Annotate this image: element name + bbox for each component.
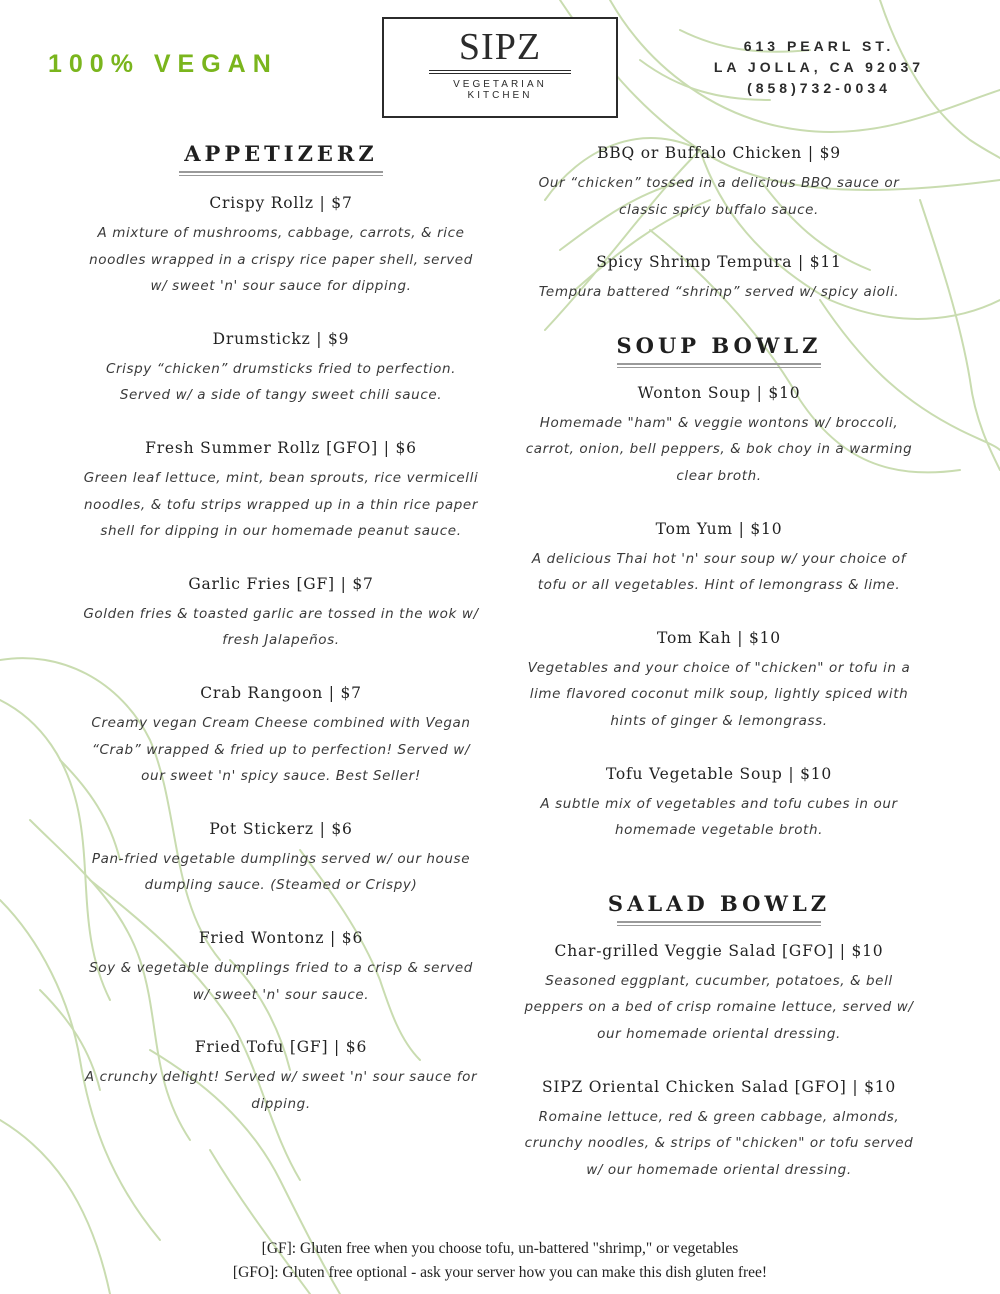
menu-item-description: A delicious Thai hot 'n' sour soup w/ your choice of tofu or all vegetables. Hint of lemongrass & lime. (531, 550, 907, 594)
menu-item (80, 328, 482, 409)
menu-item-title: Tom Yum | $10 (655, 519, 783, 538)
menu-item (80, 818, 482, 899)
menu-item-description: Our “chicken” tossed in a delicious BBQ sauce or classic spicy buffalo sauce. (538, 175, 900, 218)
logo (382, 17, 618, 118)
menu-item-description: Crispy “chicken” drumsticks fried to perfection. Served w/ a side of tangy sweet chili sauce. (105, 360, 457, 404)
logo-name: SIPZ (458, 26, 542, 68)
phone-number: (858)732-0034 (747, 80, 891, 96)
menu-item (520, 518, 918, 599)
menu-item-description: A crunchy delight! Served w/ sweet 'n' sour sauce for dipping. (84, 1069, 478, 1112)
dietary-footnotes (0, 1237, 1000, 1285)
menu-item-title: SIPZ Oriental Chicken Salad [GFO] | $10 (541, 1077, 897, 1096)
section-divider (617, 363, 821, 368)
logo-subtitle: VEGETARIAN KITCHEN (453, 79, 547, 101)
menu-item (80, 1036, 482, 1117)
menu-item-title: Wonton Soup | $10 (637, 383, 801, 402)
gf-footnote: [GF]: Gluten free when you choose tofu, un-battered "shrimp," or vegetables (261, 1240, 739, 1257)
menu-item-description: A mixture of mushrooms, cabbage, carrots, & rice noodles wrapped in a crispy rice paper shell, served w/ sweet 'n' sour sauce for dipping. (89, 225, 473, 295)
menu-item-title: Crispy Rollz | $7 (209, 194, 353, 212)
menu-item-description: Creamy vegan Cream Cheese combined with Vegan “Crab” wrapped & fried up to perfection! Served w/ our sweet 'n' spicy sauce. Best Seller! (91, 714, 471, 785)
menu-item-description: Tempura battered “shrimp” served w/ spicy aioli. (538, 284, 900, 301)
menu-item-description: Soy & vegetable dumplings fried to a crisp & served w/ sweet 'n' sour sauce. (89, 959, 473, 1003)
menu-item (520, 940, 918, 1048)
menu-item-title: Drumstickz | $9 (212, 329, 350, 348)
menu-item-description: Vegetables and your choice of "chicken" or tofu in a lime flavored coconut milk soup, lightly spiced with hints of ginger & lemongrass. (527, 659, 911, 729)
section-title-salads: SALAD BOWLZ (607, 890, 831, 916)
menu-item-title: Pot Stickerz | $6 (209, 819, 353, 838)
menu-item-description: Pan-fried vegetable dumplings served w/ our house dumpling sauce. (Steamed or Crispy) (91, 850, 471, 894)
section-divider (617, 921, 821, 926)
menu-item-title: Fried Wontonz | $6 (198, 928, 364, 947)
menu-item (80, 573, 482, 654)
menu-item-description: Homemade "ham" & veggie wontons w/ broccoli, carrot, onion, bell peppers, & bok choy in a warming clear broth. (525, 414, 913, 484)
menu-item-description: Golden fries & toasted garlic are tossed in the wok w/ fresh Jalapeños. (83, 605, 479, 649)
menu-item-title: BBQ or Buffalo Chicken | $9 (597, 144, 841, 162)
menu-item-description: A subtle mix of vegetables and tofu cubes in our homemade vegetable broth. (540, 795, 898, 839)
section-title-soups: SOUP BOWLZ (616, 332, 822, 358)
menu-item (520, 251, 918, 306)
menu-item-title: Fried Tofu [GF] | $6 (194, 1038, 368, 1057)
menu-item (80, 682, 482, 790)
menu-item-title: Tom Kah | $10 (657, 628, 781, 647)
menu-item (80, 927, 482, 1008)
menu-item (520, 1076, 918, 1184)
section-title-appetizers: APPETIZERZ (184, 141, 378, 166)
menu-item (520, 763, 918, 844)
menu-item (520, 382, 918, 490)
menu-item (520, 627, 918, 735)
menu-item-title: Garlic Fries [GF] | $7 (188, 574, 374, 593)
right-column (520, 142, 918, 1183)
gfo-footnote: [GFO]: Gluten free optional - ask your server how you can make this dish gluten free! (232, 1264, 768, 1281)
menu-item-title: Fresh Summer Rollz [GFO] | $6 (145, 438, 417, 457)
address-block (680, 36, 958, 99)
menu-item (520, 142, 918, 223)
address-street: 613 PEARL ST. (743, 38, 895, 54)
left-column (80, 140, 482, 1117)
menu-item-title: Tofu Vegetable Soup | $10 (605, 764, 833, 783)
menu-item-description: Romaine lettuce, red & green cabbage, almonds, crunchy noodles, & strips of "chicken" or tofu served w/ our homemade oriental dressing. (524, 1108, 914, 1178)
menu-item-title: Char-grilled Veggie Salad [GFO] | $10 (554, 941, 884, 960)
menu-item-title: Spicy Shrimp Tempura | $11 (596, 253, 842, 272)
section-divider (179, 171, 383, 176)
logo-divider (429, 70, 571, 74)
menu-item-description: Green leaf lettuce, mint, bean sprouts, rice vermicelli noodles, & tofu strips wrapped up in a thin rice paper shell for dipping in our homemade peanut sauce. (83, 469, 479, 540)
address-city: LA JOLLA, CA 92037 (713, 59, 925, 75)
menu-item (80, 192, 482, 300)
menu-item-description: Seasoned eggplant, cucumber, potatoes, & bell peppers on a bed of crisp romaine lettuce, served w/ our homemade oriental dressing. (524, 972, 914, 1042)
tagline: 100% VEGAN (48, 50, 278, 78)
menu-item (80, 437, 482, 545)
menu-item-title: Crab Rangoon | $7 (200, 683, 362, 702)
